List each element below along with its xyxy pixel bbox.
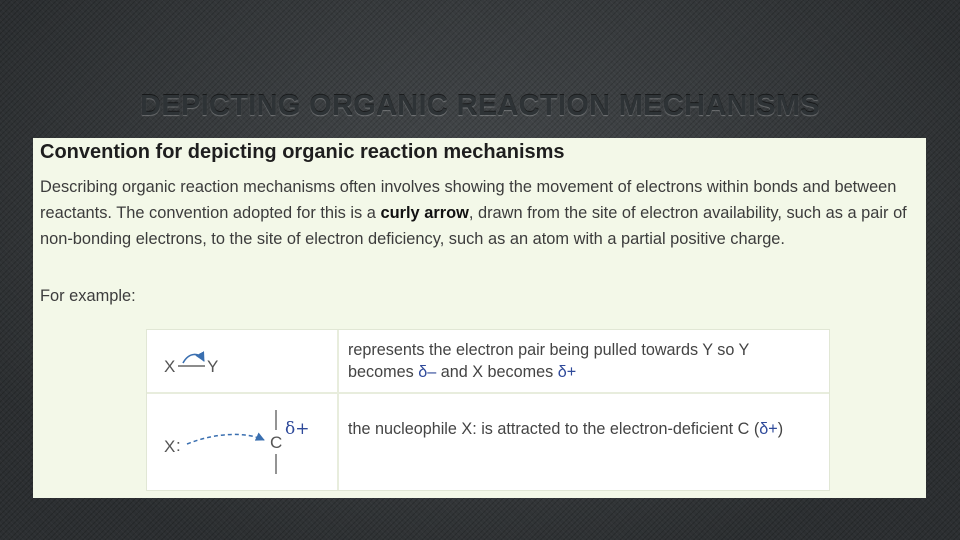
- description-text-start: represents the electron pair being pulled towards Y so Y becomes: [348, 341, 750, 381]
- paragraph-text-end: , drawn from the site of electron availability, such as a pair of non-bonding electrons, to the site of electron deficiency, such as an atom with a partial positive charge.: [40, 204, 907, 248]
- description-text-middle: and X becomes: [436, 363, 558, 381]
- example-label: For example:: [40, 287, 136, 305]
- delta-plus-symbol: δ+: [759, 420, 778, 438]
- example-row-nucleophile-attack: [147, 394, 829, 490]
- delta-plus-symbol: δ+: [557, 363, 577, 381]
- paragraph-text-start: Describing organic reaction mechanisms often involves showing the movement of electrons within bonds and between reactants. The convention adopted for this is a: [40, 178, 897, 222]
- partial-charge-symbol: δ+: [285, 419, 310, 439]
- bond-polarisation-diagram: [147, 330, 337, 394]
- example-table: [146, 329, 830, 491]
- atom-y-label: Y: [207, 357, 219, 376]
- bond-polarisation-description: [348, 339, 818, 383]
- description-text-start: the nucleophile X: is attracted to the electron-deficient C (: [348, 420, 760, 438]
- curly-arrow-term: curly arrow: [380, 204, 469, 222]
- nucleophile-attack-diagram: [147, 394, 337, 490]
- description-text-end: ): [777, 420, 784, 438]
- delta-minus-symbol: δ–: [418, 363, 437, 381]
- carbon-label: C: [270, 433, 283, 452]
- nucleophile-attack-description: [348, 418, 818, 440]
- nucleophile-x-label: X: [164, 437, 176, 456]
- panel-paragraph: [40, 174, 925, 252]
- attack-arrow-icon: [187, 434, 264, 444]
- panel-heading: Convention for depicting organic reaction mechanisms: [40, 141, 565, 163]
- lone-pair-symbol: :: [176, 436, 181, 455]
- curly-arrow-icon: [183, 354, 204, 363]
- example-row-bond-polarisation: [147, 330, 829, 394]
- convention-panel: [33, 138, 926, 498]
- atom-x-label: X: [164, 357, 176, 376]
- slide-title: DEPICTING ORGANIC REACTION MECHANISMS: [140, 90, 820, 122]
